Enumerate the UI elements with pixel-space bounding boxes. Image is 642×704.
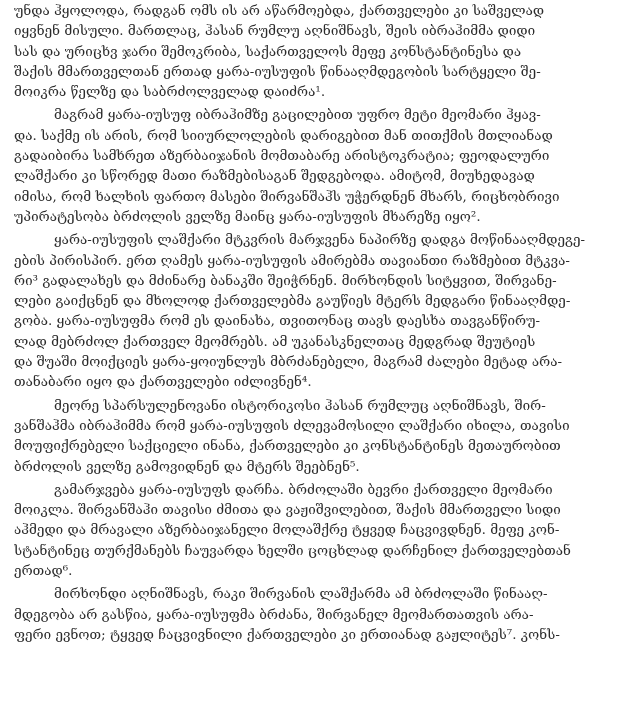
paragraph-6	[14, 585, 628, 646]
text-line: და შუაში მოიქციეს ყარა-ყოიუნლუს მბრძანებელი, მაგრამ ძალები მეტად არა-	[14, 355, 563, 371]
text-line: მოუფიქრებელი საქციელი ინანა, ქართველები კი კონსტანტინეს მეთაურობით	[14, 439, 561, 455]
text-line: ბრძოლის ველზე გამოვიდნენ და მტერს შეებნენ⁵.	[14, 459, 360, 475]
text-line: თანაბარი იყო და ქართველები იძლივნენ⁴.	[14, 375, 312, 391]
text-line: მაგრამ ყარა-იუსუფ იბრაჰიმზე გაცილებით უფრო მეტი მეომარი ჰყავ-	[54, 108, 541, 124]
text-line: გობა. ყარა-იუსუფმა რომ ეს დაინახა, თვითონაც თავს დაესხა თავგანწირუ-	[14, 314, 541, 330]
text-line: ვანშაჰმა იბრაჰიმმა რომ ყარა-იუსუფის ძლევამოსილი ლაშქარი იხილა, თავისი	[14, 418, 570, 434]
text-line: მოიკლა. შირვანშაჰი თავისი ძმითა და ვაჟიშვილებით, შაქის მმართველი სიდი	[14, 503, 561, 519]
text-line: რი³ გადალახეს და მძინარე ბანაკში შეიჭრნენ. მირხონდის სიტყვით, შირვანე-	[14, 273, 557, 289]
text-line: და. საქმე ის არის, რომ სიიურლოლების დარიგებით მან თითქმის მთლიანად	[14, 128, 553, 144]
text-line: უნდა ჰყოლოდა, რადგან ომს ის არ აწარმოებდა, ქართველები კი საშველად	[14, 4, 545, 19]
text-line: მეორე სპარსულენოვანი ისტორიკოსი ჰასან რუმლუც აღნიშნავს, შირ-	[54, 398, 546, 414]
text-line: ფერი ევნოთ; ტყვედ ჩაცვივნილი ქართველები კი ერთიანად გაჟლიტეს⁷. კონს-	[14, 627, 560, 643]
paragraph-1	[14, 2, 628, 103]
text-line: აჰმედი და მრავალი აზერბაიჯანელი მოლაშქრე ტყვედ ჩაცვივდნენ. მეფე კონ-	[14, 523, 560, 539]
text-line: ყარა-იუსუფის ლაშქარი მტკვრის მარჯვენა ნაპირზე დადგა მოწინააღმდეგე-	[54, 233, 586, 249]
text-line: გამარჯვება ყარა-იუსუფს დარჩა. ბრძოლაში ბევრი ქართველი მეომარი	[54, 482, 553, 498]
text-line: სას და ურიცხვ ჯარი შემოკრიბა, საქართველოს მეფე კონსტანტინესა და	[14, 44, 522, 60]
text-line: მოიკრა წელზე და საბრძოლველად დაიძრა¹.	[14, 85, 326, 101]
text-line: შაქის მმართველთან ერთად ყარა-იუსუფის წინააღმდეგობის სარტყელი შე-	[14, 64, 541, 80]
text-line: იმისა, რომ ხალხის ფართო მასები შირვანშაჰს უჭერდნენ მხარს, რიცხობრივი	[14, 189, 560, 205]
paragraph-4	[14, 397, 628, 478]
text-line: ების პირისპირ. ერთ ღამეს ყარა-იუსუფის ამირებმა თავიანთი რაზმებით მტკვა-	[14, 253, 570, 269]
text-line: მირხონდი აღნიშნავს, რაკი შირვანის ლაშქარმა ამ ბრძოლაში წინააღ-	[54, 587, 548, 603]
text-line: უპირატესობა ბრძოლის ველზე მაინც ყარა-იუსუფის მხარეზე იყო².	[14, 209, 481, 225]
text-line: ლად მებრძოლ ქართველ მეომრებს. ამ უკანასკნელთაც მედგრად შეუტიეს	[14, 334, 536, 350]
text-line: ერთად⁶.	[14, 564, 73, 580]
text-line: გადაიბირა სამხრეთ აზერბაიჯანის მომთაბარე არისტოკრატია; ფეოდალური	[14, 149, 550, 165]
text-line: ლაშქარი კი სწორედ მათი რაზმებისაგან შედგებოდა. ამიტომ, მიუხედავად	[14, 169, 535, 185]
text-line: სტანტინეც თურქმანებს ჩაუვარდა ხელში ცოცხლად დარჩენილ ქართველებთან	[14, 543, 571, 559]
text-line: იყვნენ მისული. მართლაც, ჰასან რუმლუ აღნიშნავს, შეის იბრაჰიმმა დიდი	[14, 24, 536, 40]
text-line: მდეგობა არ გასწია, ყარა-იუსუფმა ბრძანა, შირვანელ მეომართათვის არა-	[14, 607, 534, 623]
paragraph-5	[14, 481, 628, 582]
text-line: ლები გაიქცნენ და მხოლოდ ქართველებმა გაუწიეს მტერს მედგარი წინააღმდე-	[14, 294, 571, 310]
document-page	[14, 2, 628, 702]
paragraph-2	[14, 106, 628, 228]
paragraph-3	[14, 231, 628, 393]
